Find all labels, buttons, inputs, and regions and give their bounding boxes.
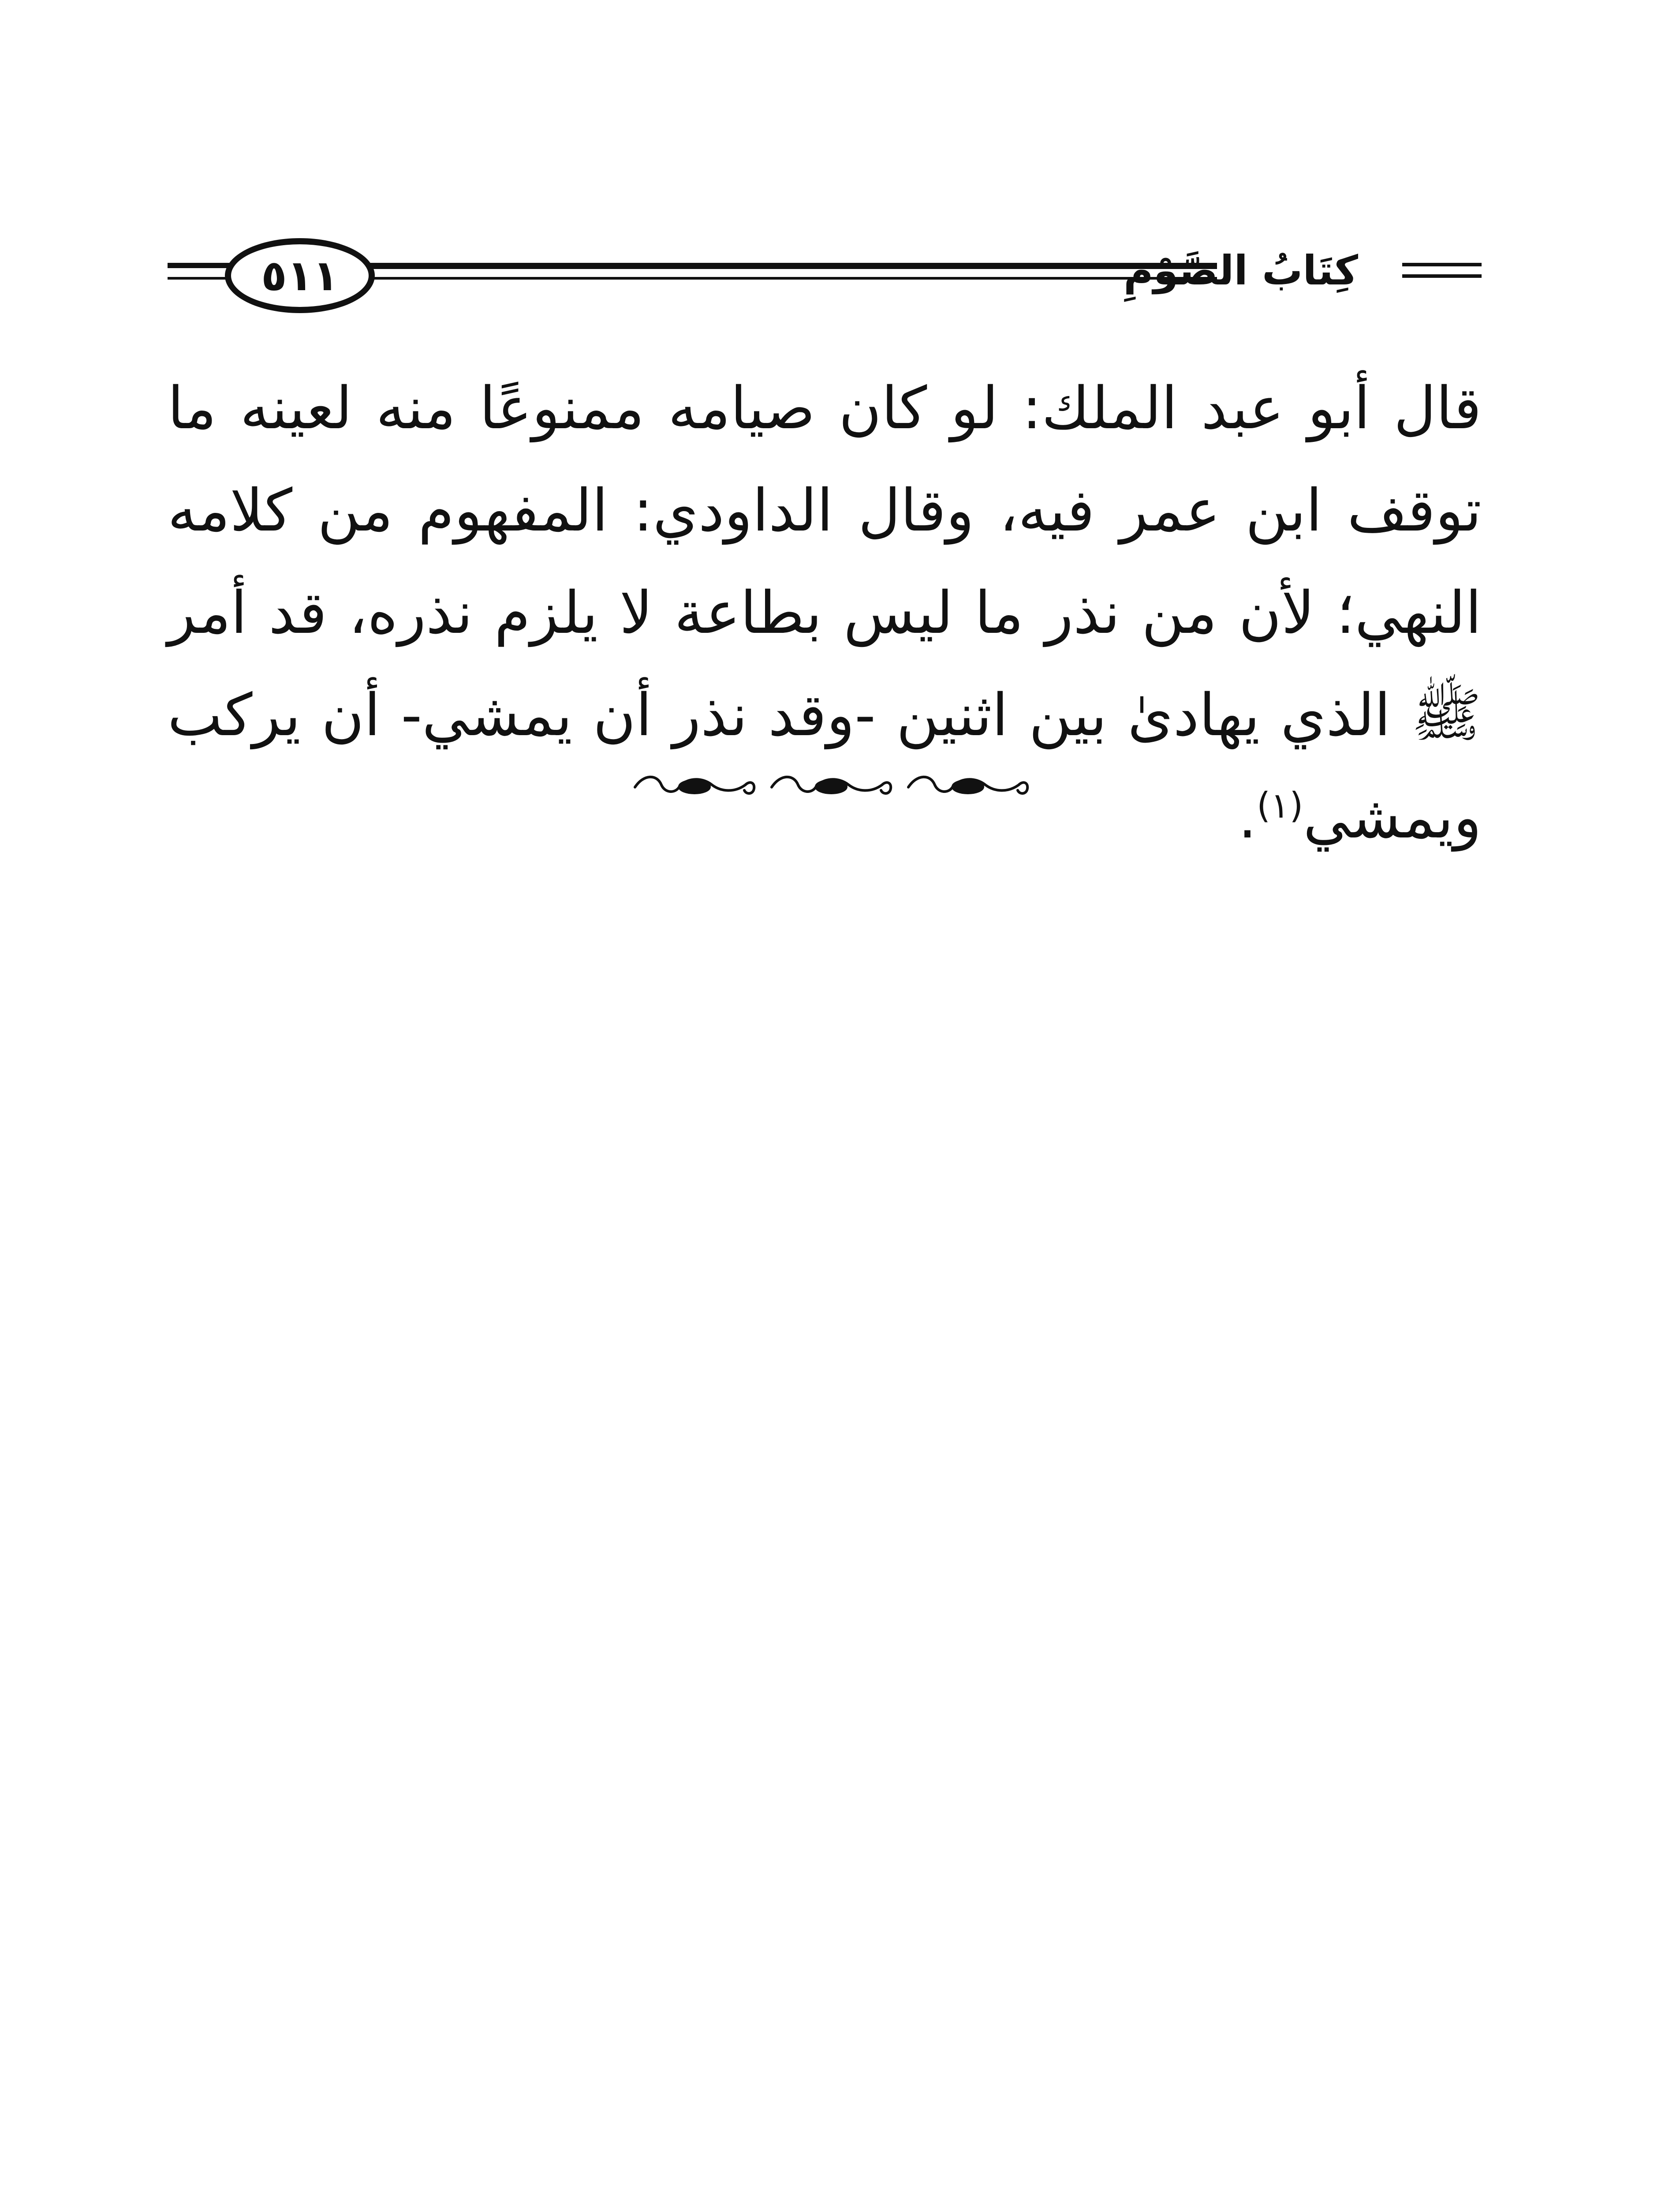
header-rule-middle-top: [370, 263, 1217, 269]
ornament-motif-2: [772, 777, 891, 793]
body-paragraph-text: قال أبو عبد الملك: لو كان صيامه ممنوعًا منه لعينه ما توقف ابن عمر فيه، وقال الداودي: المفهوم من كلامه النهي؛ لأن من نذر ما ليس بطاعة لا يلزم نذره، قد أمر ﷺ الذي يهادىٰ بين اثنين -وقد نذر أن يمشي- أن يركب ويمشي: [168, 374, 1482, 852]
ornament-divider: [626, 767, 1032, 807]
chapter-title: كِتَابُ الصَّوْمِ: [1124, 247, 1358, 294]
header-rule-right-top: [1402, 263, 1482, 266]
footnote-reference[interactable]: (١): [1257, 785, 1303, 826]
page-number: ٥١١: [225, 238, 375, 313]
page-header: [168, 229, 1482, 318]
ornament-motif-3: [908, 777, 1027, 793]
ornament-motif-1: [635, 777, 754, 793]
header-rule-right-bottom: [1402, 274, 1482, 278]
header-rule-middle-bottom: [370, 277, 1217, 280]
end-punctuation: .: [1238, 784, 1257, 852]
